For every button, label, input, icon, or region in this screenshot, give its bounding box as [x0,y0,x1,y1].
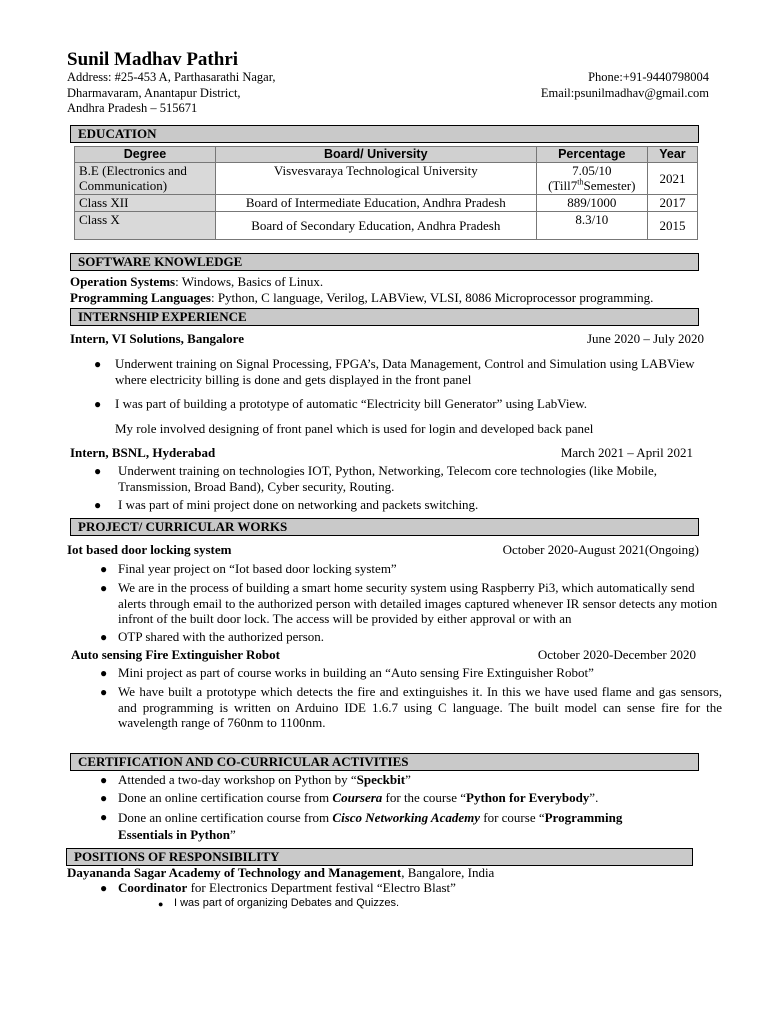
email: Email:psunilmadhav@gmail.com [540,86,709,100]
list-item: I was part of building a prototype of automatic “Electricity bill Generator” using LabView. [115,396,587,411]
list-item: I was part of mini project done on networking and packets switching. [118,497,479,512]
organization-name: Dayananda Sagar Academy of Technology and Management [67,865,402,880]
section-header-positions: POSITIONS OF RESPONSIBILITY [66,848,693,866]
os-label: Operation Systems [70,274,176,289]
percentage-value: 7.05/10 [572,163,612,178]
role-note: My role involved designing of front panel which is used for login and developed back panel [115,421,594,436]
education-table [74,146,698,240]
cert-course: Essentials in Python [118,827,230,842]
project-title-fire-robot: Auto sensing Fire Extinguisher Robot [71,647,280,662]
bullet-icon: ● [94,397,102,411]
section-header-projects: PROJECT/ CURRICULAR WORKS [70,518,699,536]
cert-text: Done an online certification course from [118,790,333,805]
cell-year: 2021 [647,163,697,195]
cert-text: for the course “ [382,790,467,805]
organization-line [67,865,494,880]
column-header-percentage: Percentage [536,147,647,163]
bullet-icon: ● [100,581,108,595]
cell-degree: B.E (Electronics and Communication) [75,163,216,195]
list-item [118,790,718,806]
cell-board: Visvesvaraya Technological University [215,163,536,195]
cert-org: Speckbit [356,772,406,787]
cert-provider: Coursera [332,790,383,805]
table-header-row [75,147,698,163]
cert-course: Programming [544,810,623,825]
cert-provider: Cisco Networking Academy [332,810,480,825]
project-date-fire-robot: October 2020-December 2020 [537,647,696,662]
cell-board: Board of Intermediate Education, Andhra Pradesh [215,195,536,212]
cell-degree: Class X [75,212,216,240]
cell-percentage: 889/1000 [536,195,647,212]
list-item: OTP shared with the authorized person. [118,629,325,644]
bullet-icon: ● [100,562,108,576]
cert-text: ” [405,772,411,787]
list-item: We are in the process of building a smart home security system using Raspberry Pi3, which automatically send alerts through email to the authorized person with detailed images captured whenever IR sensor detects any motion infront of the built door lock. The access will be provided by either approval or with an [118,580,718,626]
address-line-3: Andhra Pradesh – 515671 [67,101,198,115]
table-row [75,195,698,212]
cell-percentage: 8.3/10 [536,212,647,240]
cell-year: 2015 [647,212,697,240]
section-header-education: EDUCATION [70,125,699,143]
table-row [75,163,698,195]
address-line-1: Address: #25-453 A, Parthasarathi Nagar, [67,70,276,84]
role-title: Coordinator [118,880,188,895]
bullet-icon: ● [100,773,108,787]
job-date-bsnl: March 2021 – April 2021 [560,445,693,460]
bullet-icon: ● [158,899,164,909]
column-header-board: Board/ University [215,147,536,163]
phone: Phone:+91-9440798004 [588,70,709,84]
list-item: We have built a prototype which detects the fire and extinguishes it. In this we have used flame and gas sensors, and programming is written on Arduino IDE 1.6.7 using C language. The built model can sense fire for the wavelength range of 760nm to 1100nm. [118,684,722,730]
sub-list-item: I was part of organizing Debates and Quizzes. [174,897,400,909]
bullet-icon: ● [100,881,108,895]
job-title-bsnl: Intern, BSNL, Hyderabad [70,445,216,460]
languages-line [70,290,653,305]
list-item [118,772,718,788]
job-date-vi-solutions: June 2020 – July 2020 [587,331,704,346]
candidate-name: Sunil Madhav Pathri [67,49,239,70]
cert-text: ”. [589,790,599,805]
cert-text: for course “ [480,810,545,825]
cert-course: Python for Everybody [466,790,590,805]
role-description: for Electronics Department festival “Electro Blast” [187,880,456,895]
list-item: Underwent training on technologies IOT, Python, Networking, Telecom core technologies (like Mobile, Transmission, Broad Band), Cyber security, Routing. [118,463,658,494]
cert-text: ” [229,827,236,842]
bullet-icon: ● [94,464,102,478]
organization-location: , Bangalore, India [401,865,495,880]
bullet-icon: ● [100,685,108,699]
cert-text: Done an online certification course from [118,810,333,825]
percentage-note-sup: th [577,177,584,187]
table-row [75,212,698,240]
bullet-icon: ● [94,357,102,371]
list-item [118,809,678,843]
job-title-vi-solutions: Intern, VI Solutions, Bangalore [70,331,244,346]
cert-text: Attended a two-day workshop on Python by “ [118,772,357,787]
percentage-note-prefix: (Till7 [548,178,578,193]
os-line [70,274,323,289]
languages-label: Programming Languages [70,290,211,305]
list-item: Mini project as part of course works in building an “Auto sensing Fire Extinguisher Robot” [118,665,594,680]
cell-percentage [536,163,647,195]
cell-degree: Class XII [75,195,216,212]
section-header-software: SOFTWARE KNOWLEDGE [70,253,699,271]
column-header-year: Year [647,147,697,163]
cell-board: Board of Secondary Education, Andhra Pradesh [215,212,536,240]
project-date-door-lock: October 2020-August 2021(Ongoing) [502,542,699,557]
section-header-internship: INTERNSHIP EXPERIENCE [70,308,699,326]
list-item: Final year project on “Iot based door locking system” [118,561,397,576]
percentage-note-suffix: Semester) [583,178,636,193]
bullet-icon: ● [100,630,108,644]
address-line-2: Dharmavaram, Anantapur District, [67,86,241,100]
cell-year: 2017 [647,195,697,212]
bullet-icon: ● [100,810,108,824]
bullet-icon: ● [100,666,108,680]
column-header-degree: Degree [75,147,216,163]
bullet-icon: ● [94,498,102,512]
bullet-icon: ● [100,791,108,805]
section-header-certification: CERTIFICATION AND CO-CURRICULAR ACTIVITIES [70,753,699,771]
list-item: Underwent training on Signal Processing, FPGA’s, Data Management, Control and Simulation using LABView where electricity billing is done and gets displayed in the front panel [115,356,695,387]
project-title-door-lock: Iot based door locking system [67,542,232,557]
languages-value: : Python, C language, Verilog, LABView, VLSI, 8086 Microprocessor programming. [210,290,654,305]
list-item [118,880,456,895]
os-value: : Windows, Basics of Linux. [175,274,324,289]
